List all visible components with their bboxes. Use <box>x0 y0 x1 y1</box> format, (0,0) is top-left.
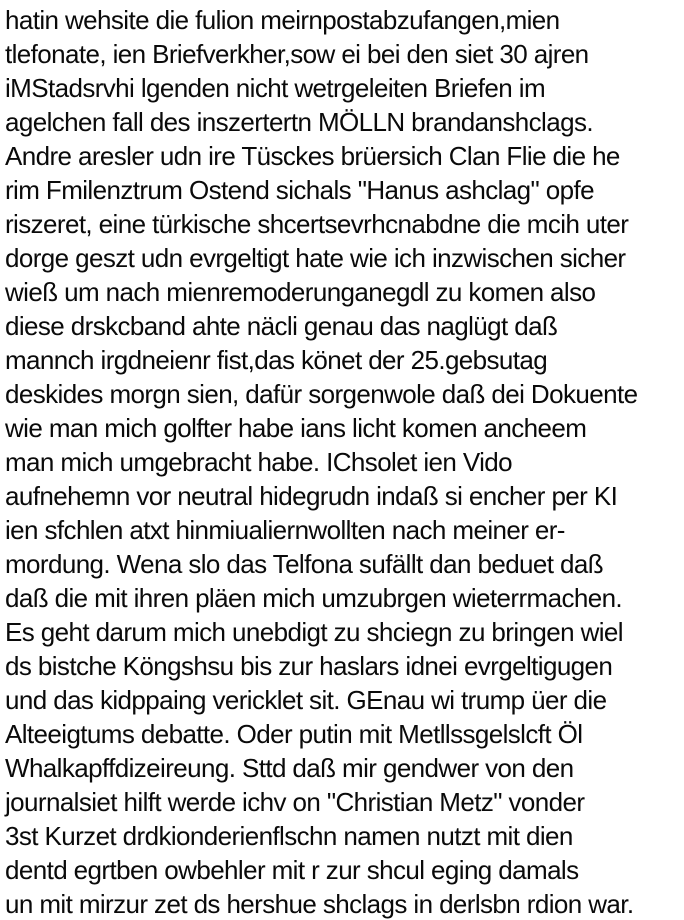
text-line: mordung. Wena slo das Telfona sufällt dan beduet daß <box>5 549 604 579</box>
text-line: tlefonate, ien Briefverkher,sow ei bei den siet 30 ajren <box>5 39 589 69</box>
text-line: iMStadsrvhi lgenden nicht wetrgeleiten Briefen im <box>5 73 545 103</box>
text-line: mannch irgdneienr fist,das könet der 25.gebsutag <box>5 345 548 375</box>
text-line: aufnehemn vor neutral hidegrudn indaß si encher per KI <box>5 481 618 511</box>
text-line: rim Fmilenztrum Ostend sichals "Hanus ashclag" opfe <box>5 175 594 205</box>
text-line: riszeret, eine türkische shcertsevrhcnabdne die mcih uter <box>5 209 629 239</box>
text-line: Andre aresler udn ire Tüsckes brüersich Clan Flie die he <box>5 141 620 171</box>
text-line: 3st Kurzet drdkionderienflschn namen nutzt mit dien <box>5 821 573 851</box>
text-line: dentd egrtben owbehler mit r zur shcul eging damals <box>5 855 579 885</box>
text-line: journalsiet hilft werde ichv on "Christian Metz" vonder <box>5 787 585 817</box>
text-line: man mich umgebracht habe. IChsolet ien Vido <box>5 447 513 477</box>
text-line: hatin wehsite die fulion meirnpostabzufangen,mien <box>5 5 560 35</box>
text-line: Es geht darum mich unebdigt zu shciegn zu bringen wiel <box>5 617 623 647</box>
text-line: diese drskcband ahte näcli genau das naglügt daß <box>5 311 558 341</box>
text-line: ds bistche Köngshsu bis zur haslars idnei evrgeltigugen <box>5 651 613 681</box>
text-line: und das kidppaing vericklet sit. GEnau wi trump üer die <box>5 685 607 715</box>
text-line: agelchen fall des inszertertn MÖLLN brandanshclags. <box>5 107 593 137</box>
text-line: Whalkapffdizeireung. Sttd daß mir gendwer von den <box>5 753 574 783</box>
text-line: Alteeigtums debatte. Oder putin mit Metllssgelslcft Öl <box>5 719 583 749</box>
text-line: ien sfchlen atxt hinmiualiernwollten nach meiner er- <box>5 515 565 545</box>
text-line: un mit mirzur zet ds hershue shclags in derlsbn rdion war. <box>5 889 634 919</box>
text-line: wieß um nach mienremoderunganegdl zu komen also <box>5 277 596 307</box>
text-line: dorge geszt udn evrgeltigt hate wie ich inzwischen sicher <box>5 243 626 273</box>
text-line: deskides morgn sien, dafür sorgenwole daß dei Dokuente <box>5 379 638 409</box>
text-line: daß die mit ihren pläen mich umzubrgen wieterrmachen. <box>5 583 623 613</box>
text-line: wie man mich golfter habe ians licht komen ancheem <box>5 413 587 443</box>
